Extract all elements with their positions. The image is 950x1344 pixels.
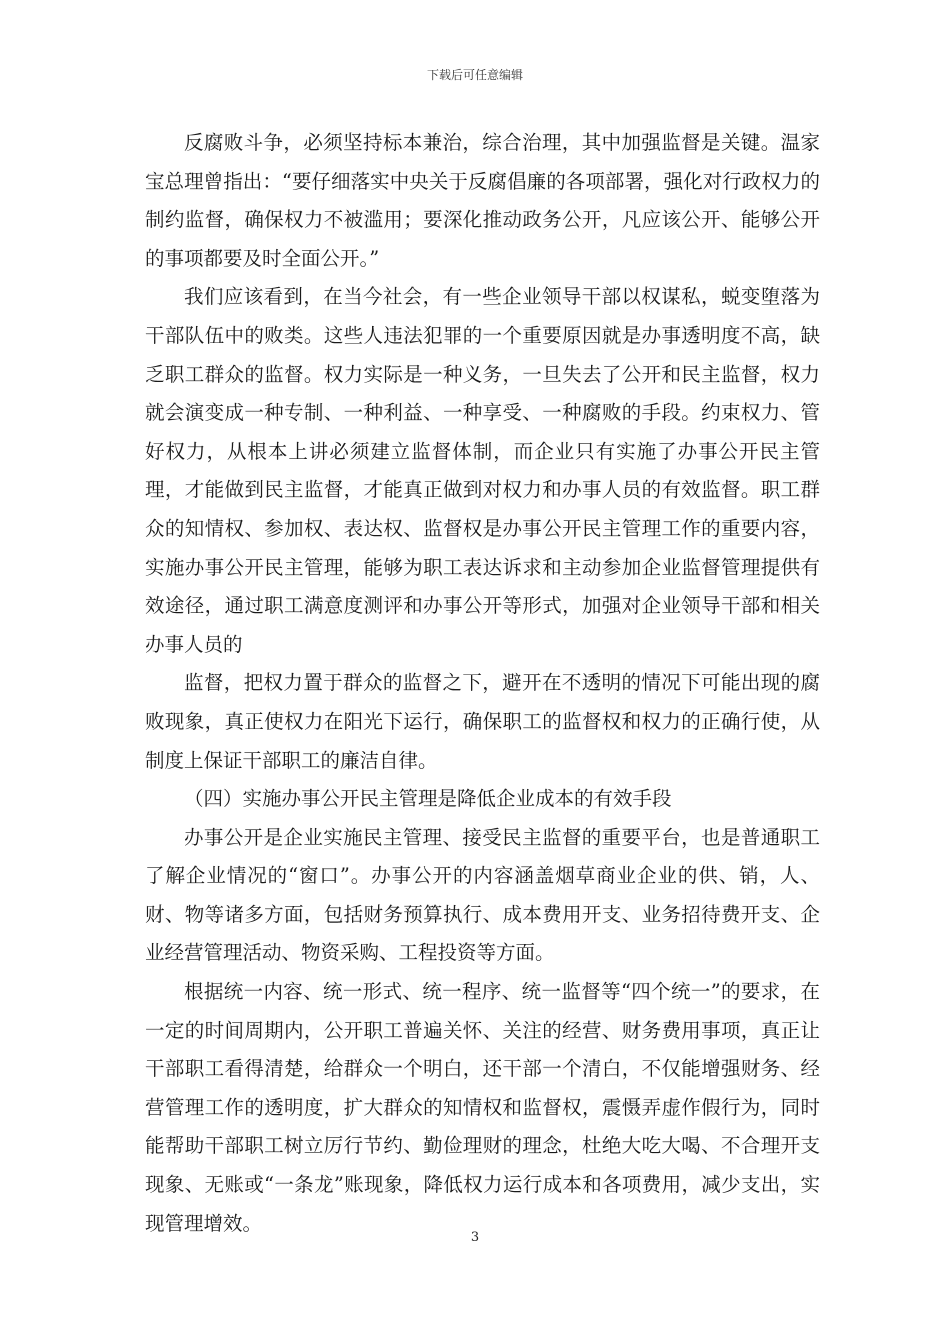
paragraph-four-unifications: 根据统一内容、统一形式、统一程序、统一监督等“四个统一”的要求，在一定的时间周期内，公开职工普遍关怀、关注的经营、财务费用事项，真正让干部职工看得清楚，给群众一个明白，还干部一个清白，不仅能增强财务、经营管理工作的透明度，扩大群众的知情权和监督权，震慑弄虚作假行为，同时能帮助干部职工树立厉行节约、勤俭理财的理念，杜绝大吃大喝、不合理开支现象、无账或“一条龙”账现象，降低权力运行成本和各项费用，减少支出，实现管理增效。 — [145, 980, 820, 1235]
page-number: 3 — [470, 1230, 480, 1245]
section-heading-four: （四）实施办事公开民主管理是降低企业成本的有效手段 — [184, 787, 672, 811]
paragraph-openness-platform: 办事公开是企业实施民主管理、接受民主监督的重要平台，也是普通职工了解企业情况的“窗口”。办事公开的内容涵盖烟草商业企业的供、销，人、财、物等诸多方面，包括财务预算执行、成本费用开支、业务招待费开支、企业经营管理活动、物资采购、工程投资等方面。 — [145, 825, 820, 965]
paragraph-power-supervision: 我们应该看到，在当今社会，有一些企业领导干部以权谋私，蜕变堕落为干部队伍中的败类。这些人违法犯罪的一个重要原因就是办事透明度不高，缺乏职工群众的监督。权力实际是一种义务，一旦失去了公开和民主监督，权力就会演变成一种专制、一种利益、一种享受、一种腐败的手段。约束权力、管好权力，从根本上讲必须建立监督体制，而企业只有实施了办事公开民主管理，才能做到民主监督，才能真正做到对权力和办事人员的有效监督。职工群众的知情权、参加权、表达权、监督权是办事公开民主管理工作的重要内容，实施办事公开民主管理，能够为职工表达诉求和主动参加企业监督管理提供有效途径，通过职工满意度测评和办事公开等形式，加强对企业领导干部和相关办事人员的 — [145, 285, 820, 656]
page-header: 下载后可任意编辑 — [426, 68, 523, 82]
paragraph-supervision-continued: 监督，把权力置于群众的监督之下，避开在不透明的情况下可能出现的腐败现象，真正使权力在阳光下运行，确保职工的监督权和权力的正确行使，从制度上保证干部职工的廉洁自律。 — [145, 671, 820, 772]
paragraph-anti-corruption: 反腐败斗争，必须坚持标本兼治，综合治理，其中加强监督是关键。温家宝总理曾指出：“要仔细落实中央关于反腐倡廉的各项部署，强化对行政权力的制约监督，确保权力不被滥用；要深化推动政务公开，凡应该公开、能够公开的事项都要及时全面公开。” — [145, 131, 820, 270]
document-body — [145, 124, 820, 1243]
